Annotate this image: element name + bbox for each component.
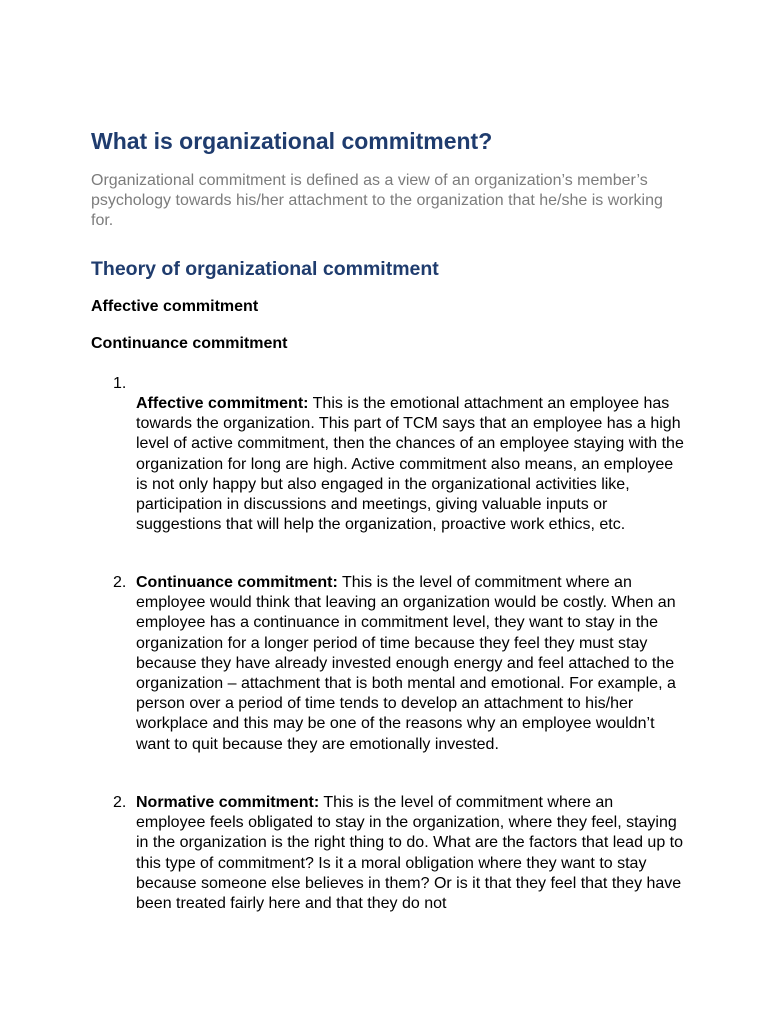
list-item-text	[136, 573, 684, 755]
intro-paragraph: Organizational commitment is defined as a view of an organization’s member’s psychology towards his/her attachment to the organization that he/she is working for.	[91, 172, 663, 229]
list-item-term: Normative commitment:	[136, 794, 320, 811]
list-item-term: Continuance commitment:	[136, 574, 338, 591]
page-title: What is organizational commitment?	[91, 128, 493, 154]
theory-heading: Theory of organizational commitment	[91, 258, 439, 280]
list-number: 2.	[113, 574, 127, 591]
subheading-continuance: Continuance commitment	[91, 335, 288, 352]
list-item-term: Affective commitment:	[136, 395, 309, 412]
list-item-body: This is the emotional attachment an employee has towards the organization. This part of TCM says that an employee has a high level of active commitment, then the chances of an employee staying with the organization for long are high. Active commitment also means, an employee is not only happy but also engaged in the organizational activities like, participation in discussions and meetings, giving valuable inputs or suggestions that will help the organization, proactive work ethics, etc.	[136, 395, 684, 534]
list-number: 2.	[113, 794, 127, 811]
subheading-affective: Affective commitment	[91, 298, 259, 315]
list-item-body: This is the level of commitment where an employee feels obligated to stay in the organization, where they feel, staying in the organization is the right thing to do. What are the factors that lead up to this type of commitment? Is it a moral obligation where they want to stay because someone else believes in them? Or is it that they feel that they have been treated fairly here and that they do not	[136, 794, 683, 913]
list-item-text	[136, 394, 684, 535]
list-item-body: This is the level of commitment where an employee would think that leaving an organization would be costly. When an employee has a continuance in commitment level, they want to stay in the organization for a longer period of time because they feel they must stay because they have already invested enough energy and feel attached to the organization – attachment that is both mental and emotional. For example, a person over a period of time tends to develop an attachment to his/her workplace and this may be one of the reasons why an employee wouldn’t want to quit because they are emotionally invested.	[136, 574, 676, 753]
list-item-text	[136, 793, 684, 914]
list-number: 1.	[113, 375, 127, 392]
